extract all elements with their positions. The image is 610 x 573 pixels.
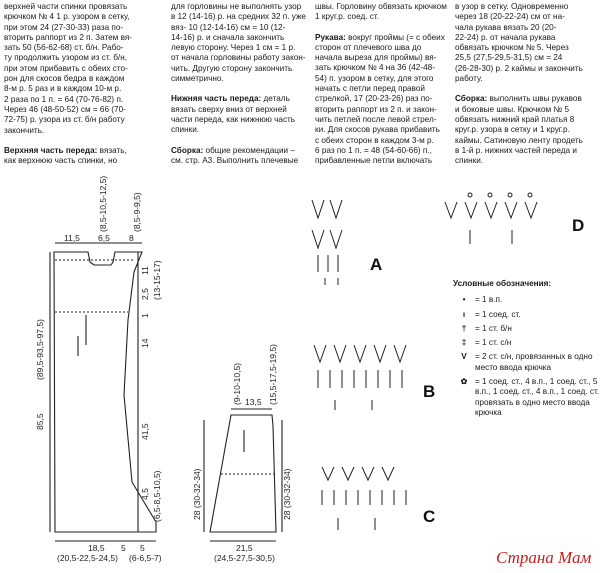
text-line: вторить раппорт из 2 п. Затем вя- — [4, 32, 132, 42]
legend-text: = 1 ст. с/н — [475, 338, 512, 348]
text-line: Сборка: выполнить швы рукавов — [455, 94, 582, 104]
text-line: вяз- 10 (12-14-16) см = 10 (12- — [171, 22, 286, 32]
sleeve-dim-13-5: 13,5 — [245, 397, 262, 407]
text-line: с обеих сторон в каждом 3-м р. — [315, 135, 434, 145]
text-line: для горловины не выполнять узор — [171, 2, 302, 11]
diagram-c — [322, 467, 406, 530]
text-line: при этом прибавить с обеих сто- — [4, 63, 128, 73]
dim-bottom-6-7: (6-6,5-7) — [129, 553, 162, 563]
text-line: вязать сверху вниз от верхней — [171, 104, 287, 114]
dim-left-89-97: (89,5-93,5-97,5) — [35, 319, 45, 380]
legend-item — [453, 377, 603, 418]
text-line: чала рукава вязать 20 (20- — [455, 22, 557, 32]
legend-text: = 1 соед. ст., 4 в.п., 1 соед. ст., 5 в.п., 1 соед. ст., 4 в.п., 1 соед. ст. провязать в одно место ввода крючка — [475, 377, 600, 417]
text-line: симметрично. — [171, 74, 224, 84]
text-line: начала выреза для проймы) вя- — [315, 53, 437, 63]
text-line: см. стр. А3. Выполнить плечевые — [171, 155, 299, 165]
text-line: Через 46 (48-50-52) см = 66 (70- — [4, 104, 126, 114]
dim-top-left: 11,5 — [64, 233, 80, 243]
legend-text: = 1 соед. ст. — [475, 309, 521, 319]
dim-right-1: 1 — [140, 313, 150, 318]
text-line: обвязать крючком № 5. Через — [455, 43, 569, 53]
diagram-a — [312, 200, 342, 285]
text-line: 1 круг.р. соед. ст. — [315, 12, 379, 22]
text-line: в 1-й р. нижних частей переда и — [455, 145, 577, 155]
diagram-d — [445, 193, 537, 244]
dim-bottom-5b: 5 — [140, 543, 145, 553]
text-line: (26-28-30) р. 2 каймы и закончить — [455, 63, 583, 73]
legend-text: = 2 ст. с/н, провязанных в одно место ввода крючка — [475, 352, 593, 372]
text-line: через 18 (20-22-24) см от на- — [455, 12, 565, 22]
legend-item — [453, 338, 603, 348]
legend-symbol: V — [461, 352, 467, 362]
text-line: в узор в сетку. Одновременно — [455, 2, 569, 11]
diagram-label-b: B — [423, 382, 436, 401]
text-line: Рукава: вокруг проймы (= с обеих — [315, 32, 445, 42]
text-line: каймы. Сатиновую ленту продеть — [455, 135, 583, 145]
legend-text: = 1 ст. б/н — [475, 323, 512, 333]
dim-top-mid: 6,5 — [98, 233, 110, 243]
legend-title: Условные обозначения: — [453, 279, 552, 288]
text-line: как верхнюю часть спинки, но — [4, 156, 118, 166]
text-line: спинки. — [455, 156, 484, 166]
text-line: крючком № 4 1 р. узором в сетку, — [4, 12, 130, 22]
dim-top-right: 8 — [129, 233, 134, 243]
text-line: стрелкой, 17 (20-23-26) раз по- — [315, 94, 433, 104]
dim-bottom-18-5: 18,5 — [88, 543, 105, 553]
text-line: от начала горловины работу закон- — [171, 53, 306, 63]
legend — [453, 279, 603, 422]
sleeve-dim-24-30: (24,5-27,5-30,5) — [214, 553, 275, 563]
text-line: 25,5 (27,5-29,5-31,5) см = 24 — [455, 53, 563, 63]
text-line: части переда, как нижнюю часть — [171, 114, 296, 124]
text-line: обвязать нижний край платья 8 — [455, 114, 575, 124]
text-line: спинки. — [171, 125, 200, 135]
text-line: при этом 24 (27-30-33) раза по- — [4, 22, 124, 32]
legend-item — [453, 324, 603, 334]
text-line: 2 раза по 1 п. = 64 (70-76-82) п. — [4, 94, 124, 104]
text-line: и боковые швы. Крючком № 5 — [455, 104, 570, 114]
legend-symbol: • — [462, 295, 466, 305]
dim-shoulder: (8,5-9-9,5) — [132, 192, 142, 232]
diagram-label-c: C — [423, 507, 436, 526]
dim-right-41-5: 41,5 — [140, 423, 150, 440]
legend-text: = 1 в.п. — [475, 295, 503, 305]
text-line: закончить. — [4, 125, 45, 135]
watermark: Страна Мам — [496, 548, 592, 567]
text-line: верхней части спинки провязать — [4, 2, 128, 11]
dim-bottom-20-24: (20,5-22,5-24,5) — [57, 553, 118, 563]
dim-right-2-5: 2,5 — [140, 288, 150, 300]
sleeve-dim-21-5: 21,5 — [236, 543, 253, 553]
legend-symbol: ‡ — [461, 338, 467, 348]
text-line: работу. — [455, 74, 483, 84]
text-line: 54) п. узором в сетку, для этого — [315, 73, 434, 83]
text-line: левую сторону. Через 1 см = 1 р. — [171, 43, 296, 53]
diagram-label-d: D — [572, 216, 585, 235]
legend-symbol: † — [461, 323, 467, 333]
dim-right-4-5: 4,5 — [140, 488, 150, 500]
text-line: 72-75) р. узора из ст. б/н работу — [4, 115, 125, 125]
text-line: ки. Для скосов рукава прибавить — [315, 125, 440, 135]
legend-item — [453, 352, 603, 373]
dim-right-11: 11 — [140, 266, 150, 275]
text-line: зать крючком № 4 на 36 (42-48- — [315, 63, 435, 73]
text-line: чить. Другую сторону закончить — [171, 63, 293, 73]
text-line: прибавленные петли включать — [315, 156, 433, 166]
sleeve-dim-15-19: (15,5-17,5-19,5) — [268, 344, 278, 405]
text-line: ту продолжить узором из ст. б/н, — [4, 53, 128, 63]
text-line: Сборка: общие рекомендации – — [171, 145, 295, 155]
text-line: начать с петли перед правой — [315, 84, 425, 94]
text-line: зать 50 (56-62-68) ст. б/н. Рабо- — [4, 43, 124, 53]
dim-bottom-5a: 5 — [121, 543, 126, 553]
text-line: сторон от плечевого шва до — [315, 42, 422, 52]
text-line: Нижняя часть переда: деталь — [171, 94, 290, 104]
dim-right-13-17: (13-15-17) — [152, 260, 162, 300]
text-line: 22-24) р. от начала рукава — [455, 32, 556, 42]
text-line: 14-16) р. и сначала закончить — [171, 32, 285, 42]
legend-symbol: ✿ — [460, 377, 468, 387]
text-line: чить петлей после левой стрел- — [315, 114, 437, 124]
legend-item — [453, 310, 603, 320]
legend-item — [453, 295, 603, 305]
sleeve-dim-9-10: (9-10-10,5) — [232, 362, 242, 405]
dim-right-14: 14 — [140, 338, 150, 348]
sleeve-dim-right: 28 (30-32-34) — [282, 468, 292, 520]
dim-left-85-5: 85,5 — [35, 413, 45, 430]
text-line: рон для скосов бедра в каждом — [4, 74, 125, 84]
dim-neck-depth: (8,5-10,5-12,5) — [98, 175, 108, 232]
diagram-b — [314, 345, 406, 410]
text-line: круг.р. узора в сетку и 1 круг.р. — [455, 125, 570, 135]
dim-right-6-5-10-5: (6,5-8,5-10,5) — [152, 470, 162, 522]
legend-symbol: ı — [462, 309, 466, 319]
text-line: в 12 (14-16) р. на средних 32 п. уже — [171, 12, 306, 22]
text-line: швы. Горловину обвязать крючком — [315, 2, 447, 11]
text-line: 6 раз по 1 п. = 48 (54-60-66) п., — [315, 145, 432, 155]
sleeve-dim-left: 28 (30-32-34) — [192, 468, 202, 520]
text-line: Верхняя часть переда: вязать, — [4, 145, 127, 155]
text-line: 8-м р. 5 раз и в каждом 10-м р. — [4, 84, 122, 94]
diagram-label-a: A — [370, 255, 383, 274]
text-line: вторить раппорт из 2 п. и закон- — [315, 104, 437, 114]
